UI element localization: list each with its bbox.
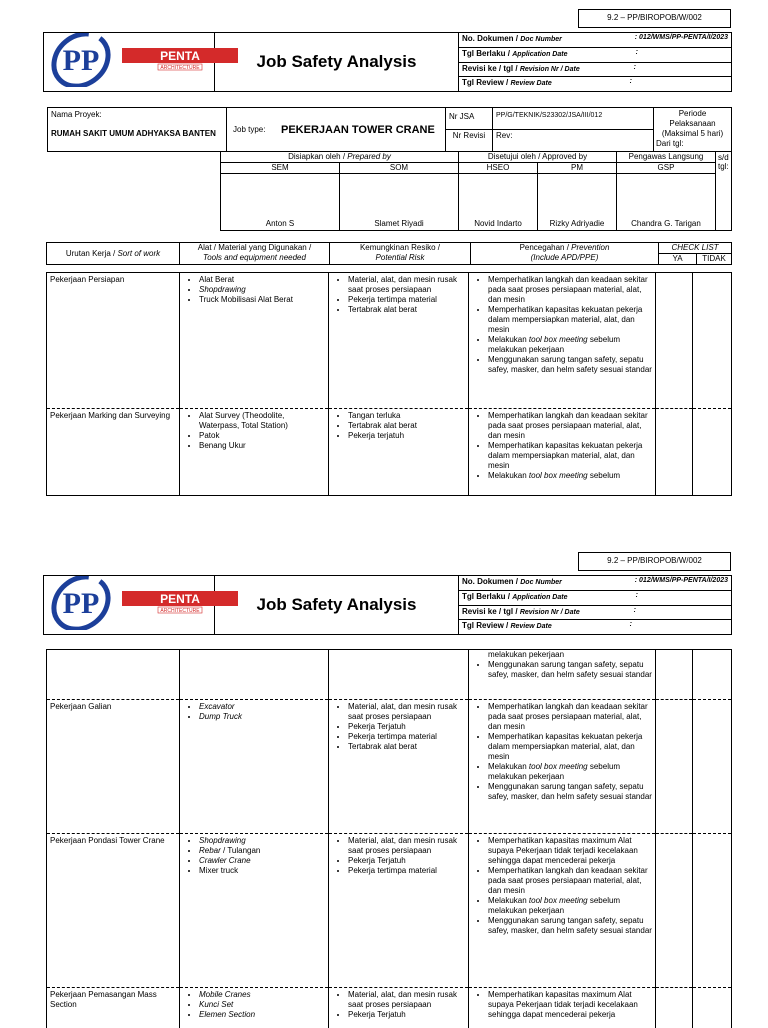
- approved-by-header: Disetujui oleh / Approved by: [459, 152, 617, 163]
- dari-tgl: Dari tgl:: [656, 139, 684, 148]
- col-tools: Alat / Material yang Digunakan / Tools and equipment needed: [180, 243, 330, 265]
- name-pm: Rizky Adriyadie: [538, 174, 617, 231]
- tool-item: • Mixer truck: [199, 866, 326, 876]
- prevention-item: • Melakukan tool box meeting sebelum melakukan pekerjaan: [488, 762, 653, 782]
- tool-list: [180, 702, 326, 722]
- prepared-by-header: Disiapkan oleh / Prepared by: [221, 152, 459, 163]
- job-type-value: PEKERJAAN TOWER CRANE: [281, 108, 446, 152]
- nr-jsa-value: PP/G/TEKNIK/S23302/JSA/III/012: [496, 112, 603, 119]
- risk-cell: [329, 409, 469, 496]
- tools-cell: [180, 700, 329, 834]
- sort-of-work-cell: Pekerjaan Persiapan: [47, 273, 180, 409]
- tools-cell: [180, 409, 329, 496]
- role-hseo: HSEO: [459, 163, 538, 174]
- role-som: SOM: [340, 163, 459, 174]
- prevention-item: • Menggunakan sarung tangan safety, sepatu safey, masker, dan helm safety sesuai standar: [488, 355, 653, 375]
- risk-item: • Tertabrak alat berat: [348, 742, 466, 752]
- doc-code: 9.2 – PP/BIROPOB/W/002: [607, 13, 702, 22]
- nr-jsa-cells: [446, 108, 493, 152]
- risk-item: • Pekerja tertimpa material: [348, 732, 466, 742]
- project-name-cell: [48, 108, 227, 152]
- sort-of-work-cell: Pekerjaan Marking dan Surveying: [47, 409, 180, 496]
- sd-tgl: s/d tgl:: [716, 152, 732, 231]
- risk-cell: [329, 988, 469, 1028]
- prevention-item: • Melakukan tool box meeting sebelum melakukan pekerjaan: [488, 335, 653, 355]
- prevention-cell: [469, 700, 656, 834]
- tools-cell: [180, 988, 329, 1028]
- form-header: [43, 32, 732, 92]
- periode-label: Periode Pelaksanaan (Maksimal 5 hari): [661, 109, 724, 138]
- risk-item: • Pekerja terjatuh: [348, 431, 466, 441]
- risk-item: • Material, alat, dan mesin rusak saat proses persiapaan: [348, 990, 466, 1010]
- risk-item: • Tangan terluka: [348, 411, 466, 421]
- logo-cell-2: [44, 576, 215, 635]
- check-tidak-cell[interactable]: [693, 409, 732, 496]
- risk-list: [329, 990, 466, 1020]
- page-title-2: Job Safety Analysis: [215, 576, 459, 635]
- table-row: [47, 834, 732, 988]
- svg-text:PP: PP: [62, 44, 100, 77]
- risk-item: • Material, alat, dan mesin rusak saat proses persiapaan: [348, 702, 466, 722]
- risk-item: • Pekerja tertimpa material: [348, 295, 466, 305]
- prevention-item: • Memperhatikan kapasitas kekuatan pekerja dalam mempersiapkan material, alat, dan mesin: [488, 732, 653, 762]
- pp-logo-icon: [48, 33, 114, 87]
- svg-text:PENTA: PENTA: [160, 49, 200, 63]
- col-sort-of-work: Urutan Kerja / Sort of work: [47, 243, 180, 265]
- col-ya: YA: [659, 254, 697, 265]
- prevention-item: • Memperhatikan kapasitas kekuatan pekerja dalam mempersiapkan material, alat, dan mesin: [488, 441, 653, 471]
- doc-code-box-2: [578, 552, 731, 571]
- tools-cell: [180, 273, 329, 409]
- jsa-table-page2: [46, 649, 732, 1028]
- review-date-cell-2: Tgl Review / Review Date :: [459, 620, 732, 635]
- prevention-continued: melakukan pekerjaan: [488, 650, 565, 659]
- prevention-item: • Menggunakan sarung tangan safety, sepatu safey, masker, dan helm safety sesuai standar: [488, 660, 653, 680]
- tool-item: • Kunci Set: [199, 1000, 326, 1010]
- col-risk: Kemungkinan Resiko / Potential Risk: [330, 243, 471, 265]
- page1-body: [47, 273, 732, 496]
- tool-item: • Shopdrawing: [199, 836, 326, 846]
- prevention-item: • Memperhatikan kapasitas maximum Alat supaya Pekerjaan tidak terjadi kecelakaan sehingga dapat mencederai pekerja: [488, 990, 653, 1020]
- tool-list: [180, 411, 326, 451]
- check-ya-cell[interactable]: [656, 273, 693, 409]
- col-checklist: CHECK LIST: [659, 243, 732, 254]
- doc-code-box: [578, 9, 731, 28]
- svg-text:ARCHITECTURE: ARCHITECTURE: [160, 65, 200, 71]
- nr-revisi-label: Nr Revisi: [446, 129, 492, 141]
- sort-of-work-cell: [47, 650, 180, 700]
- tool-item: • Rebar / Tulangan: [199, 846, 326, 856]
- col-prevention: Pencegahan / Prevention (Include APD/PPE): [471, 243, 659, 265]
- tool-item: • Elemen Section: [199, 1010, 326, 1020]
- risk-cell: [329, 700, 469, 834]
- table-row: [47, 700, 732, 834]
- risk-item: • Pekerja tertimpa material: [348, 866, 466, 876]
- col-tidak: TIDAK: [697, 254, 732, 265]
- svg-text:PP: PP: [62, 587, 100, 620]
- risk-list: [329, 836, 466, 876]
- penta-logo-icon: [122, 48, 238, 71]
- prevention-item: • Menggunakan sarung tangan safety, sepatu safey, masker, dan helm safety sesuai standar: [488, 782, 653, 802]
- check-tidak-cell[interactable]: [693, 273, 732, 409]
- project-info-table: [47, 107, 732, 152]
- role-pm: PM: [538, 163, 617, 174]
- prevention-cell: [469, 273, 656, 409]
- penta-logo-icon: [122, 591, 238, 614]
- prevention-cell: [469, 988, 656, 1028]
- risk-list: [329, 702, 466, 752]
- tool-item: • Excavator: [199, 702, 326, 712]
- doc-code-2: 9.2 – PP/BIROPOB/W/002: [607, 556, 702, 565]
- jsa-table-page1: [46, 272, 732, 496]
- check-ya-cell[interactable]: [656, 700, 693, 834]
- risk-item: • Tertabrak alat berat: [348, 421, 466, 431]
- revision-cell-2: Revisi ke / tgl / Revision Nr / Date :: [459, 605, 732, 620]
- prevention-item: • Memperhatikan langkah dan keadaan sekitar pada saat proses persiapaan material, alat, dan mesin: [488, 275, 653, 305]
- job-type-label: Job type:: [227, 108, 282, 152]
- check-ya-cell[interactable]: [656, 409, 693, 496]
- prevention-cell: [469, 834, 656, 988]
- prevention-list: [469, 660, 653, 680]
- tools-cell: [180, 650, 329, 700]
- risk-list: [329, 411, 466, 441]
- prevention-list: [469, 411, 653, 481]
- sort-of-work-cell: Pekerjaan Galian: [47, 700, 180, 834]
- tool-list: [180, 836, 326, 876]
- name-hseo: Novid Indarto: [459, 174, 538, 231]
- logo-cell: [44, 33, 215, 92]
- sort-of-work-cell: Pekerjaan Pemasangan Mass Section: [47, 988, 180, 1028]
- doc-number-cell-2: No. Dokumen / Doc Number : 012/WMS/PP-PENTA/I/2023: [459, 576, 732, 591]
- table-row: [47, 988, 732, 1028]
- svg-text:ARCHITECTURE: ARCHITECTURE: [160, 608, 200, 614]
- prevention-item: • Memperhatikan langkah dan keadaan sekitar pada saat proses persiapaan material, alat, dan mesin: [488, 866, 653, 896]
- tool-item: • Mobile Cranes: [199, 990, 326, 1000]
- periode-cell: [654, 108, 732, 152]
- risk-list: [329, 275, 466, 315]
- tool-list: [180, 275, 326, 305]
- tool-item: • Benang Ukur: [199, 441, 326, 451]
- nr-jsa-label: Nr JSA: [449, 112, 475, 121]
- prevention-cell: [469, 409, 656, 496]
- prevention-item: • Melakukan tool box meeting sebelum melakukan pekerjaan: [488, 896, 653, 916]
- svg-text:PENTA: PENTA: [160, 592, 200, 606]
- name-gsp: Chandra G. Tarigan: [617, 174, 716, 231]
- prevention-item: • Memperhatikan langkah dan keadaan sekitar pada saat proses persiapaan material, alat, dan mesin: [488, 702, 653, 732]
- rev-label: Rev:: [493, 129, 653, 141]
- nr-jsa-value-cells: [493, 108, 654, 152]
- name-sem: Anton S: [221, 174, 340, 231]
- table-row: [47, 409, 732, 496]
- table-row: [47, 650, 732, 700]
- prevention-cell: [469, 650, 656, 700]
- prevention-item: • Memperhatikan kapasitas maximum Alat supaya Pekerjaan tidak terjadi kecelakaan sehingga dapat mencederai pekerja: [488, 836, 653, 866]
- prevention-list: [469, 990, 653, 1020]
- application-date-cell-2: Tgl Berlaku / Application Date :: [459, 590, 732, 605]
- check-tidak-cell[interactable]: [693, 700, 732, 834]
- project-name-label: Nama Proyek:: [51, 110, 102, 119]
- page-title: Job Safety Analysis: [215, 33, 459, 92]
- tool-item: • Shopdrawing: [199, 285, 326, 295]
- risk-item: • Material, alat, dan mesin rusak saat proses persiapaan: [348, 275, 466, 295]
- approval-grid: [220, 151, 732, 231]
- supervisor-header: Pengawas Langsung: [617, 152, 716, 163]
- check-tidak-cell[interactable]: [693, 650, 732, 700]
- application-date-cell: Tgl Berlaku / Application Date :: [459, 47, 732, 62]
- check-ya-cell[interactable]: [656, 650, 693, 700]
- prevention-list: [469, 275, 653, 375]
- column-headers: [46, 242, 732, 265]
- check-tidak-cell[interactable]: [693, 834, 732, 988]
- role-sem: SEM: [221, 163, 340, 174]
- pp-logo-icon: [48, 576, 114, 630]
- risk-cell: [329, 273, 469, 409]
- tool-item: • Alat Berat: [199, 275, 326, 285]
- check-ya-cell[interactable]: [656, 834, 693, 988]
- risk-item: • Pekerja Terjatuh: [348, 1010, 466, 1020]
- tool-item: • Crawler Crane: [199, 856, 326, 866]
- table-row: [47, 273, 732, 409]
- review-date-cell: Tgl Review / Review Date :: [459, 77, 732, 92]
- project-name-value: RUMAH SAKIT UMUM ADHYAKSA BANTEN: [51, 129, 216, 138]
- risk-item: • Pekerja Terjatuh: [348, 722, 466, 732]
- revision-cell: Revisi ke / tgl / Revision Nr / Date :: [459, 62, 732, 77]
- risk-item: • Material, alat, dan mesin rusak saat proses persiapaan: [348, 836, 466, 856]
- tool-item: • Dump Truck: [199, 712, 326, 722]
- prevention-list: [469, 836, 653, 936]
- risk-cell: [329, 834, 469, 988]
- prevention-item: • Memperhatikan kapasitas kekuatan pekerja dalam mempersiapkan material, alat, dan mesin: [488, 305, 653, 335]
- page2-body: [47, 650, 732, 1028]
- prevention-item: • Memperhatikan langkah dan keadaan sekitar pada saat proses persiapaan material, alat, dan mesin: [488, 411, 653, 441]
- prevention-list: [469, 702, 653, 802]
- check-ya-cell[interactable]: [656, 988, 693, 1028]
- prevention-item: • Melakukan tool box meeting sebelum: [488, 471, 653, 481]
- role-gsp: GSP: [617, 163, 716, 174]
- tool-item: • Truck Mobilisasi Alat Berat: [199, 295, 326, 305]
- risk-item: • Tertabrak alat berat: [348, 305, 466, 315]
- tools-cell: [180, 834, 329, 988]
- check-tidak-cell[interactable]: [693, 988, 732, 1028]
- risk-item: • Pekerja Terjatuh: [348, 856, 466, 866]
- name-som: Slamet Riyadi: [340, 174, 459, 231]
- sort-of-work-cell: Pekerjaan Pondasi Tower Crane: [47, 834, 180, 988]
- risk-cell: [329, 650, 469, 700]
- doc-number-cell: No. Dokumen / Doc Number : 012/WMS/PP-PENTA/I/2023: [459, 33, 732, 48]
- tool-item: • Alat Survey (Theodolite, Waterpass, Total Station): [199, 411, 326, 431]
- prevention-item: • Menggunakan sarung tangan safety, sepatu safey, masker, dan helm safety sesuai standar: [488, 916, 653, 936]
- form-header-2: [43, 575, 732, 635]
- tool-item: • Patok: [199, 431, 326, 441]
- tool-list: [180, 990, 326, 1020]
